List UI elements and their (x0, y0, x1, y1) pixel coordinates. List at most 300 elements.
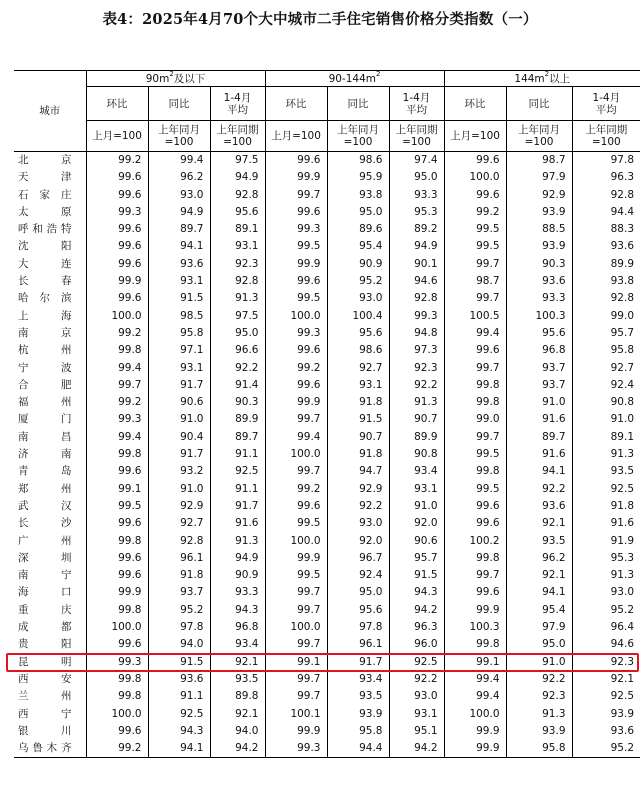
value-cell: 99.8 (444, 394, 506, 411)
value-cell: 99.6 (86, 723, 148, 740)
value-cell: 94.4 (610, 205, 635, 218)
value-cell: 99.3 (265, 325, 327, 342)
city-cell: 西安 (14, 671, 86, 688)
value-cell: 92.3 (610, 655, 635, 668)
city-cell: 西宁 (14, 706, 86, 723)
value-cell: 89.9 (210, 411, 265, 428)
value-cell: 91.5 (148, 290, 210, 307)
header-group-row (14, 71, 640, 87)
value-cell: 93.3 (210, 584, 265, 601)
group-header-large: $144m^2$以上 (444, 71, 640, 87)
value-cell: 96.8 (210, 619, 265, 636)
table-row (14, 706, 640, 723)
value-cell: 95.2 (327, 273, 389, 290)
value-cell: 94.2 (389, 740, 444, 757)
yoy-base: 上年同月 =100 (506, 121, 572, 152)
value-cell: 95.3 (389, 204, 444, 221)
value-cell: 99.7 (444, 290, 506, 307)
table-row (14, 636, 640, 653)
value-cell: 99.2 (265, 481, 327, 498)
value-cell: 92.0 (389, 515, 444, 532)
mom-base: 上月=100 (265, 121, 327, 152)
value-cell: 95.1 (389, 723, 444, 740)
value-cell: 100.1 (265, 706, 327, 723)
value-cell: 90.1 (389, 256, 444, 273)
value-cell: 99.2 (86, 740, 148, 757)
value-cell: 93.6 (610, 724, 635, 737)
value-cell: 99.5 (444, 221, 506, 238)
value-cell: 99.6 (265, 342, 327, 359)
value-cell: 91.1 (148, 688, 210, 705)
value-cell: 95.3 (610, 551, 635, 564)
value-cell: 95.6 (327, 602, 389, 619)
table-row (14, 498, 640, 515)
value-cell: 95.2 (610, 742, 635, 755)
table-row (14, 463, 640, 480)
value-cell: 99.5 (265, 290, 327, 307)
value-cell: 92.5 (148, 706, 210, 723)
value-cell: 95.6 (210, 204, 265, 221)
value-cell: 93.0 (327, 290, 389, 307)
value-cell: 93.1 (327, 377, 389, 394)
value-cell: 92.7 (327, 360, 389, 377)
value-cell: 99.1 (444, 654, 506, 671)
value-cell: 96.7 (327, 550, 389, 567)
value-cell: 90.3 (506, 256, 572, 273)
value-cell: 93.6 (506, 498, 572, 515)
value-cell: 99.6 (86, 256, 148, 273)
value-cell: 90.8 (610, 396, 635, 409)
value-cell: 93.9 (610, 707, 635, 720)
ytd-base: 上年同期 =100 (210, 121, 265, 152)
value-cell: 100.5 (444, 308, 506, 325)
value-cell: 92.3 (389, 360, 444, 377)
value-cell: 96.8 (506, 342, 572, 359)
city-cell: 福州 (14, 394, 86, 411)
ytd-base: 上年同期 =100 (572, 121, 640, 152)
value-cell: 100.3 (506, 308, 572, 325)
value-cell: 95.2 (148, 602, 210, 619)
value-cell: 100.2 (444, 533, 506, 550)
value-cell: 100.0 (444, 706, 506, 723)
table-row (14, 273, 640, 290)
value-cell: 99.9 (444, 723, 506, 740)
value-cell: 89.1 (610, 430, 635, 443)
city-cell: 成都 (14, 619, 86, 636)
city-cell: 北京 (14, 152, 86, 170)
value-cell: 95.0 (327, 204, 389, 221)
value-cell: 93.3 (389, 187, 444, 204)
value-cell: 97.9 (506, 169, 572, 186)
value-cell: 99.5 (444, 446, 506, 463)
value-cell: 99.6 (265, 273, 327, 290)
value-cell: 94.3 (210, 602, 265, 619)
value-cell: 93.8 (327, 187, 389, 204)
value-cell: 99.9 (265, 256, 327, 273)
value-cell: 94.6 (610, 638, 635, 651)
value-cell: 96.2 (506, 550, 572, 567)
value-cell: 93.5 (610, 465, 635, 478)
value-cell: 91.6 (610, 517, 635, 530)
city-cell: 南京 (14, 325, 86, 342)
city-cell: 青岛 (14, 463, 86, 480)
value-cell: 100.0 (265, 308, 327, 325)
value-cell: 92.7 (148, 515, 210, 532)
mom-header: 环比 (444, 87, 506, 121)
value-cell: 95.6 (327, 325, 389, 342)
table-row (14, 429, 640, 446)
value-cell: 93.7 (148, 584, 210, 601)
value-cell: 91.4 (210, 377, 265, 394)
value-cell: 98.7 (444, 273, 506, 290)
value-cell: 91.5 (389, 567, 444, 584)
city-cell: 杭州 (14, 342, 86, 359)
value-cell: 92.1 (610, 672, 635, 685)
value-cell: 95.0 (389, 169, 444, 186)
value-cell: 91.6 (506, 446, 572, 463)
value-cell: 98.7 (506, 152, 572, 170)
table-row (14, 533, 640, 550)
table-row (14, 411, 640, 428)
yoy-base: 上年同月 =100 (148, 121, 210, 152)
value-cell: 91.9 (610, 534, 635, 547)
value-cell: 99.6 (265, 377, 327, 394)
value-cell: 97.5 (210, 308, 265, 325)
value-cell: 92.2 (210, 360, 265, 377)
value-cell: 92.2 (389, 377, 444, 394)
city-cell: 太原 (14, 204, 86, 221)
value-cell: 100.0 (265, 533, 327, 550)
value-cell: 92.1 (506, 567, 572, 584)
value-cell: 99.7 (265, 671, 327, 688)
city-cell: 上海 (14, 308, 86, 325)
highlight-box (6, 653, 639, 672)
value-cell: 93.5 (506, 533, 572, 550)
value-cell: 99.6 (265, 204, 327, 221)
table-row (14, 723, 640, 740)
table-row (14, 169, 640, 186)
city-cell: 郑州 (14, 481, 86, 498)
value-cell: 92.8 (210, 273, 265, 290)
value-cell: 99.6 (86, 238, 148, 255)
table-row (14, 325, 640, 342)
value-cell: 97.8 (327, 619, 389, 636)
value-cell: 99.7 (444, 429, 506, 446)
value-cell: 93.0 (389, 688, 444, 705)
value-cell: 92.2 (506, 671, 572, 688)
city-cell: 武汉 (14, 498, 86, 515)
value-cell: 94.6 (389, 273, 444, 290)
value-cell: 99.8 (86, 446, 148, 463)
value-cell: 99.0 (610, 309, 635, 322)
value-cell: 91.3 (389, 394, 444, 411)
value-cell: 93.1 (148, 360, 210, 377)
value-cell: 99.7 (265, 463, 327, 480)
value-cell: 99.8 (444, 550, 506, 567)
value-cell: 94.7 (327, 463, 389, 480)
value-cell: 100.0 (86, 308, 148, 325)
value-cell: 89.1 (210, 221, 265, 238)
city-cell: 哈尔滨 (14, 290, 86, 307)
value-cell: 99.6 (265, 152, 327, 170)
value-cell: 93.7 (506, 360, 572, 377)
value-cell: 95.0 (327, 584, 389, 601)
value-cell: 99.4 (265, 429, 327, 446)
value-cell: 99.3 (265, 740, 327, 757)
city-column-header: 城市 (14, 71, 86, 152)
value-cell: 91.3 (506, 706, 572, 723)
value-cell: 92.0 (327, 533, 389, 550)
value-cell: 93.0 (148, 187, 210, 204)
city-cell: 大连 (14, 256, 86, 273)
value-cell: 100.3 (444, 619, 506, 636)
value-cell: 92.9 (506, 187, 572, 204)
value-cell: 99.6 (444, 342, 506, 359)
value-cell: 94.3 (389, 584, 444, 601)
value-cell: 91.7 (210, 498, 265, 515)
yoy-header: 同比 (327, 87, 389, 121)
value-cell: 94.2 (389, 602, 444, 619)
value-cell: 93.8 (610, 275, 635, 288)
value-cell: 99.8 (86, 671, 148, 688)
value-cell: 92.5 (389, 654, 444, 671)
value-cell: 93.7 (506, 377, 572, 394)
value-cell: 95.9 (327, 169, 389, 186)
value-cell: 99.6 (86, 515, 148, 532)
table-row (14, 619, 640, 636)
value-cell: 95.8 (327, 723, 389, 740)
value-cell: 94.8 (389, 325, 444, 342)
city-cell: 厦门 (14, 411, 86, 428)
mom-header: 环比 (86, 87, 148, 121)
value-cell: 96.1 (327, 636, 389, 653)
table-row (14, 308, 640, 325)
value-cell: 93.9 (327, 706, 389, 723)
value-cell: 94.3 (148, 723, 210, 740)
value-cell: 99.1 (265, 654, 327, 671)
value-cell: 100.0 (86, 706, 148, 723)
table-bottom-rule (14, 757, 640, 758)
header-base-row (14, 121, 640, 152)
value-cell: 99.3 (265, 221, 327, 238)
value-cell: 96.6 (210, 342, 265, 359)
value-cell: 93.3 (506, 290, 572, 307)
value-cell: 99.7 (265, 602, 327, 619)
city-cell: 重庆 (14, 602, 86, 619)
value-cell: 95.4 (506, 602, 572, 619)
mom-base: 上月=100 (444, 121, 506, 152)
value-cell: 88.3 (610, 223, 635, 236)
table-title: 表4：2025年4月70个大中城市二手住宅销售价格分类指数（一） (102, 11, 538, 28)
value-cell: 89.8 (210, 688, 265, 705)
value-cell: 99.8 (444, 377, 506, 394)
city-cell: 海口 (14, 584, 86, 601)
value-cell: 92.5 (610, 482, 635, 495)
value-cell: 96.3 (389, 619, 444, 636)
value-cell: 93.0 (610, 586, 635, 599)
value-cell: 95.8 (506, 740, 572, 757)
value-cell: 92.9 (327, 481, 389, 498)
value-cell: 99.4 (444, 688, 506, 705)
group-header-small: $90m^2$及以下 (86, 71, 265, 87)
value-cell: 92.7 (610, 361, 635, 374)
value-cell: 99.2 (86, 152, 148, 170)
value-cell: 90.8 (389, 446, 444, 463)
value-cell: 99.6 (86, 169, 148, 186)
value-cell: 89.7 (210, 429, 265, 446)
value-cell: 95.2 (610, 603, 635, 616)
value-cell: 99.7 (444, 360, 506, 377)
value-cell: 98.5 (148, 308, 210, 325)
value-cell: 96.2 (148, 169, 210, 186)
city-cell: 贵阳 (14, 636, 86, 653)
value-cell: 99.2 (444, 204, 506, 221)
value-cell: 91.3 (210, 533, 265, 550)
value-cell: 94.9 (210, 169, 265, 186)
value-cell: 93.6 (148, 671, 210, 688)
value-cell: 93.9 (506, 723, 572, 740)
value-cell: 92.2 (389, 671, 444, 688)
value-cell: 99.7 (265, 187, 327, 204)
value-cell: 99.5 (444, 481, 506, 498)
value-cell: 89.6 (327, 221, 389, 238)
table-row (14, 342, 640, 359)
value-cell: 99.5 (444, 238, 506, 255)
value-cell: 90.9 (327, 256, 389, 273)
value-cell: 99.4 (86, 429, 148, 446)
value-cell: 100.4 (327, 308, 389, 325)
value-cell: 89.2 (389, 221, 444, 238)
value-cell: 92.1 (210, 706, 265, 723)
table-row (14, 394, 640, 411)
value-cell: 90.6 (148, 394, 210, 411)
value-cell: 95.8 (148, 325, 210, 342)
value-cell: 99.7 (265, 636, 327, 653)
value-cell: 99.2 (265, 360, 327, 377)
value-cell: 93.6 (610, 240, 635, 253)
value-cell: 91.6 (210, 515, 265, 532)
value-cell: 90.7 (327, 429, 389, 446)
yoy-base: 上年同月 =100 (327, 121, 389, 152)
value-cell: 97.8 (610, 154, 635, 166)
value-cell: 99.9 (265, 394, 327, 411)
value-cell: 96.1 (148, 550, 210, 567)
value-cell: 93.6 (506, 273, 572, 290)
ytd-header: 1-4月 平均 (210, 87, 265, 121)
value-cell: 95.6 (506, 325, 572, 342)
value-cell: 95.0 (506, 636, 572, 653)
value-cell: 99.4 (444, 325, 506, 342)
value-cell: 92.4 (327, 567, 389, 584)
value-cell: 92.5 (210, 463, 265, 480)
value-cell: 92.3 (506, 688, 572, 705)
value-cell: 93.4 (327, 671, 389, 688)
value-cell: 92.3 (210, 256, 265, 273)
value-cell: 92.2 (506, 481, 572, 498)
value-cell: 91.0 (506, 654, 572, 671)
value-cell: 94.9 (389, 238, 444, 255)
value-cell: 99.5 (265, 238, 327, 255)
value-cell: 92.8 (610, 292, 635, 305)
header-metric-row (14, 87, 640, 121)
value-cell: 91.5 (327, 411, 389, 428)
value-cell: 94.1 (148, 238, 210, 255)
value-cell: 99.7 (86, 377, 148, 394)
ytd-base: 上年同期 =100 (389, 121, 444, 152)
value-cell: 99.9 (86, 584, 148, 601)
value-cell: 99.7 (444, 256, 506, 273)
value-cell: 91.1 (210, 481, 265, 498)
table-row (14, 152, 640, 170)
value-cell: 91.8 (610, 499, 635, 512)
value-cell: 99.3 (86, 204, 148, 221)
table-row (14, 584, 640, 601)
city-cell: 银川 (14, 723, 86, 740)
value-cell: 90.7 (389, 411, 444, 428)
table-row (14, 187, 640, 204)
value-cell: 98.6 (327, 342, 389, 359)
value-cell: 99.5 (265, 567, 327, 584)
value-cell: 99.6 (86, 463, 148, 480)
value-cell: 99.7 (444, 567, 506, 584)
city-cell: 天津 (14, 169, 86, 186)
value-cell: 100.0 (86, 619, 148, 636)
value-cell: 92.5 (610, 690, 635, 703)
table-row (14, 550, 640, 567)
value-cell: 99.5 (86, 498, 148, 515)
table-row (14, 256, 640, 273)
value-cell: 88.5 (506, 221, 572, 238)
value-cell: 99.3 (86, 411, 148, 428)
value-cell: 94.2 (210, 740, 265, 757)
city-cell: 济南 (14, 446, 86, 463)
value-cell: 99.3 (389, 308, 444, 325)
value-cell: 99.8 (86, 533, 148, 550)
value-cell: 94.9 (210, 550, 265, 567)
value-cell: 91.0 (148, 411, 210, 428)
value-cell: 91.8 (327, 446, 389, 463)
value-cell: 95.4 (327, 238, 389, 255)
yoy-header: 同比 (506, 87, 572, 121)
value-cell: 90.3 (210, 394, 265, 411)
table-row (14, 515, 640, 532)
table-row (14, 238, 640, 255)
value-cell: 95.0 (210, 325, 265, 342)
value-cell: 93.4 (210, 636, 265, 653)
value-cell: 94.4 (327, 740, 389, 757)
value-cell: 99.6 (86, 550, 148, 567)
city-cell: 长沙 (14, 515, 86, 532)
value-cell: 99.6 (86, 567, 148, 584)
value-cell: 92.8 (210, 187, 265, 204)
value-cell: 99.9 (86, 273, 148, 290)
value-cell: 94.0 (210, 723, 265, 740)
yoy-header: 同比 (148, 87, 210, 121)
value-cell: 97.4 (389, 152, 444, 170)
value-cell: 95.7 (610, 326, 635, 339)
value-cell: 91.0 (389, 498, 444, 515)
value-cell: 97.1 (148, 342, 210, 359)
ytd-header: 1-4月 平均 (389, 87, 444, 121)
value-cell: 100.0 (265, 446, 327, 463)
city-cell: 南昌 (14, 429, 86, 446)
value-cell: 99.7 (265, 411, 327, 428)
value-cell: 93.5 (327, 688, 389, 705)
table-row (14, 221, 640, 238)
value-cell: 91.8 (327, 394, 389, 411)
value-cell: 94.1 (506, 584, 572, 601)
value-cell: 91.5 (148, 654, 210, 671)
